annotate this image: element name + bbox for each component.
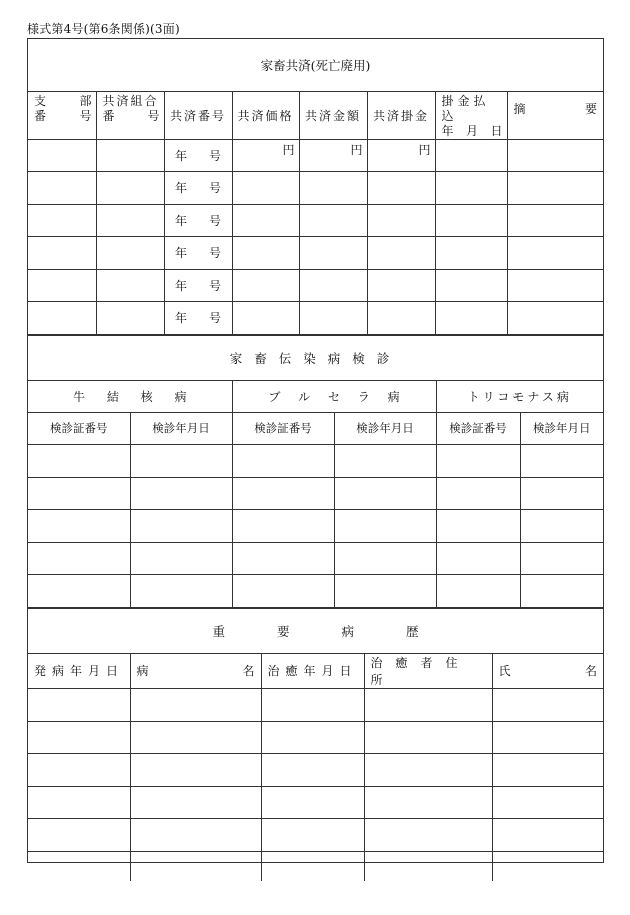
header-name: 氏 名 [492,653,603,688]
header-cert-number: 検診証番号 [28,412,130,444]
disease-brucellosis: ブ ル セ ラ 病 [232,380,436,412]
infectious-disease-exam-table [28,335,603,608]
table-row: 年 号 [28,171,603,204]
table-row: 年 号 [28,204,603,236]
table-row: 年 号 [28,301,603,334]
table-row [28,444,603,477]
table-row [28,851,603,881]
header-premium: 共済掛金 [367,91,435,139]
table-row [28,721,603,753]
header-insured-amount: 共済金額 [299,91,367,139]
header-union-number: 共済組合 番 号 [96,91,164,139]
table-row [28,542,603,574]
medical-history-table [28,608,603,882]
header-cure-date: 治癒年月日 [261,653,364,688]
table-row: 年 号 [28,269,603,301]
header-insurance-number: 共済番号 [164,91,232,139]
header-cert-number: 検診証番号 [232,412,334,444]
disease-tuberculosis: 牛 結 核 病 [28,380,232,412]
table-row: 年 号 円 円 円 [28,139,603,171]
table-row [28,818,603,851]
header-exam-date: 検診年月日 [334,412,436,444]
section-title-medical-history: 重要病歴 [28,608,603,653]
table-row [28,477,603,509]
table-row [28,509,603,542]
form-number-label: 様式第4号(第6条関係)(3面) [27,22,180,36]
section-title-infectious-disease: 家畜伝染病検診 [28,335,603,380]
form-frame [27,38,604,863]
livestock-insurance-table [28,39,603,335]
section-title-livestock-insurance: 家畜共済(死亡廃用) [28,39,603,91]
header-payment-date: 掛金払込 年 月 日 [435,91,507,139]
header-disease-name: 病 名 [130,653,261,688]
table-row [28,688,603,721]
table-row: 年 号 [28,236,603,269]
header-onset-date: 発病年月日 [28,653,130,688]
table-row [28,753,603,786]
header-remarks: 摘 要 [507,91,603,139]
table-row [28,574,603,607]
header-branch-number: 支 部 番 号 [28,91,96,139]
header-healer-address: 治癒者住所 [364,653,492,688]
table-row [28,786,603,818]
header-cert-number: 検診証番号 [436,412,520,444]
header-insured-price: 共済価格 [232,91,299,139]
disease-trichomoniasis: トリコモナス病 [436,380,603,412]
header-exam-date: 検診年月日 [130,412,232,444]
header-exam-date: 検診年月日 [520,412,603,444]
